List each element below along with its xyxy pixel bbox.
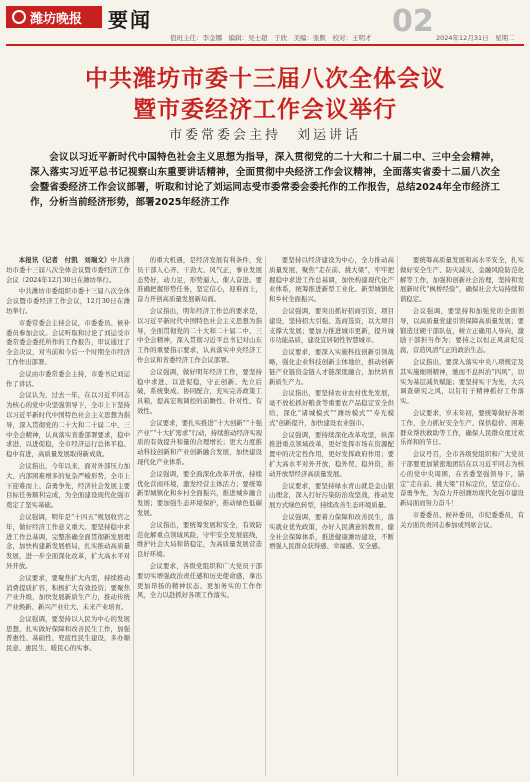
- newspaper-logo: [6, 6, 102, 28]
- article-paragraph: [6, 462, 130, 511]
- article-paragraph: [137, 307, 262, 366]
- paragraph-text: 的重大机遇，是经济发展有利条件，党员干部人心齐、干劲大、风气正，事业发展态势好，动力足，形势逼人、催人奋进。要准确把握形势任务，坚定信心，迎难而上，奋力开创高质量发展新局面。: [137, 256, 262, 304]
- headline-line-2: 暨市委经济工作会议举行: [133, 97, 397, 123]
- article-paragraph: [400, 307, 524, 356]
- article-paragraph: [6, 574, 130, 613]
- article-paragraph: [137, 521, 262, 560]
- article-column-2: [137, 256, 262, 776]
- lead-paragraph: 会议以习近平新时代中国特色社会主义思想为指导，深入贯彻党的二十大和二十届二中、三中全会精神，深入落实习近平总书记视察山东重要讲话精神，全面贯彻中央经济工作会议精神，全面落实省委十二届八次全会暨省委经济工作会议部署，听取和讨论了刘运同志受市委常委会委托作的工作报告，总结2024年全市经济工作，分析当前经济形势，部署2025年经济工作: [30, 152, 500, 208]
- column-divider: [265, 256, 266, 776]
- article-paragraph: [269, 307, 394, 346]
- article-paragraph: [269, 389, 394, 428]
- masthead-rule: [6, 44, 524, 46]
- article-paragraph: [6, 256, 130, 285]
- paragraph-text: 会议要求，要聚焦扩大内需，持续推动消费提质扩容，积极扩大有效投资；要聚焦产业升级，加快发展新质生产力，推动传统产业焕新、新兴产业壮大、未来产业培育。: [6, 573, 130, 612]
- article-paragraph: [137, 256, 262, 305]
- date-line: 2024年12月31日 星期二: [436, 34, 515, 42]
- page-number: 02: [392, 4, 434, 39]
- article-paragraph: [137, 470, 262, 519]
- paragraph-text: 会议强调，明年是“十四五”规划收官之年，做好经济工作意义重大。要坚持稳中求进工作总基调，完整准确全面贯彻新发展理念，加快构建新发展格局，扎实推动高质量发展，进一步全面深化改革，扩大高水平对外开放。: [6, 512, 130, 570]
- article-paragraph: [400, 358, 524, 407]
- headline-line-1: 中共潍坊市委十三届八次全体会议: [85, 66, 445, 92]
- paragraph-text: 会议强调，要坚持和加强党的全面领导，以高质量党建引领保障高质量发展；要锻造过硬干部队伍，树立正确用人导向，激励干部担当作为；要持之以恒正风肃纪反腐，营造风清气正的政治生态。: [400, 306, 524, 355]
- paragraph-text: 会议强调，要持续深化改革攻坚，纵深推进重点领域改革，更好发挥市场在资源配置中的决定性作用，更好发挥政府作用；要扩大高水平对外开放，稳外贸、稳外资，推动开放型经济高质量发展。: [269, 430, 394, 478]
- column-divider: [133, 256, 134, 776]
- column-divider: [397, 256, 398, 776]
- article-column-4: [400, 256, 524, 776]
- article-column-1: [6, 256, 130, 776]
- article-paragraph: [269, 513, 394, 552]
- paragraph-text: 要统筹高质量发展和高水平安全，扎实做好安全生产、防灾减灾、金融风险防范化解等工作，加强和创新社会治理，坚持和发展新时代“枫桥经验”，确保社会大局持续和谐稳定。: [400, 256, 524, 304]
- paragraph-text: 会议指出，要坚持农业农村优先发展，毫不放松抓好粮食等重要农产品稳定安全供给，深化“诸城模式”“潍坊模式”“寿光模式”创新提升，加快建设农业强市。: [269, 389, 394, 427]
- article-paragraph: [137, 419, 262, 468]
- article-paragraph: [137, 368, 262, 417]
- article-paragraph: [269, 348, 394, 387]
- masthead: [0, 0, 530, 52]
- article-paragraph: [6, 391, 130, 460]
- paragraph-text: 会议认为，过去一年，在以习近平同志为核心的党中央坚强领导下，全市上下坚持以习近平新时代中国特色社会主义思想为指导，深入贯彻党的二十大和二十届二中、三中全会精神，认真落实省委部署要求，稳中求进、以进促稳，全市经济运行总体平稳、稳中有进，高质量发展取得新成效。: [6, 391, 130, 459]
- paragraph-text: 中共潍坊市委组织市委十三届八次全体会议暨市委经济工作会议，12月30日在潍坊举行。: [6, 287, 130, 315]
- paragraph-text: 会议指出，要深入落实中央八项规定及其实施细则精神，驰而不息纠治“四风”，切实为基层减负赋能；要坚持实干为先，大兴调查研究之风，以钉钉子精神抓好工作落实。: [400, 357, 524, 406]
- article-paragraph: [6, 615, 130, 654]
- paragraph-text: 会议强调，要突出抓好招商引资、项目建设，坚持招大引强、选商选资，以大项目支撑大发展；要加力推进城市更新，提升城市功能品质，建设宜居韧性智慧城市。: [269, 306, 394, 345]
- article-paragraph: [400, 409, 524, 448]
- paragraph-text: 会议强调，做好明年经济工作，要坚持稳中求进、以进促稳，守正创新、先立后破，系统集成、协同配合，充实完善政策工具箱，提高宏观调控的前瞻性、针对性、有效性。: [137, 367, 262, 415]
- paragraph-text: 要坚持以经济建设为中心，全力推动高质量发展，聚焦“走在前、挑大梁”，牢牢把握稳中求进工作总基调，加快构建现代化产业体系，统筹推进新型工业化、新型城镇化和乡村全面振兴。: [269, 256, 394, 304]
- paragraph-text: 会议由市委常委会主持，市委书记刘运作了讲话。: [6, 369, 130, 388]
- paragraph-text: 会议要求，要扎实推进“十大创新”“十强产业”“十大扩需求”行动，持续推动经济实现质的有效提升和量的合理增长；更大力度推动科技创新和产业创新融合发展，加快建设现代化产业体系。: [137, 418, 262, 466]
- byline: 本报讯（记者 付凯 刘瑞文）: [18, 256, 111, 264]
- paragraph-text: 会议指出，明年经济工作总的要求是，以习近平新时代中国特色社会主义思想为指导，全面贯彻党的二十大和二十届二中、三中全会精神，深入贯彻习近平总书记对山东工作的重要指示要求，认真落实中央经济工作会议和省委经济工作会议部署。: [137, 306, 262, 364]
- section-title: 要闻: [108, 8, 152, 32]
- paragraph-text: 市委委员、候补委员，市纪委委员，有关方面负责同志参加或列席会议。: [400, 510, 524, 529]
- article-paragraph: [400, 450, 524, 509]
- paragraph-text: 会议强调，要全面深化改革开放，持续优化营商环境，激发经营主体活力；要统筹新型城镇化和乡村全面振兴，推进城乡融合发展；要加强生态环境保护，推动绿色低碳发展。: [137, 469, 262, 517]
- article-paragraph: [6, 319, 130, 368]
- paragraph-text: 会议要求，岁末年初，要统筹做好各项工作，全力抓好安全生产、保供稳价、困难群众帮扶救助等工作，确保人民群众度过欢乐祥和的节日。: [400, 408, 524, 447]
- paragraph-text: 会议强调，要着力保障和改善民生，落实就业优先政策，办好人民满意的教育，健全社会保障体系，推进健康潍坊建设，不断增强人民群众获得感、幸福感、安全感。: [269, 512, 394, 551]
- paragraph-text: 会议要求，要深入实施科技创新引领战略，强化企业科技创新主体地位，推动创新链产业链资金链人才链深度融合，加快培育新质生产力。: [269, 348, 394, 386]
- staff-line: 值班主任：李金娜 编辑：吴士超 于欣 美编：张默 校对：王明才: [170, 34, 372, 42]
- article-paragraph: [6, 287, 130, 316]
- logo-mark-icon: [12, 10, 26, 24]
- paragraph-text: 会议指出，今年以来，面对外部压力加大、内部困难增多的复杂严峻形势，全市上下迎难而上、奋勇争先，经济社会发展主要目标任务顺利完成，为全面建设现代化强市奠定了坚实基础。: [6, 461, 130, 510]
- article-paragraph: [400, 511, 524, 531]
- paragraph-text: 会议要求，各级党组织和广大党员干部要切实增强政治责任感和历史使命感，拿出更加昂扬的精神状态、更加务实的工作作风，全力以赴抓好各项工作落实。: [137, 561, 262, 600]
- paragraph-text: 会议要求，要坚持绿水青山就是金山银山理念，深入打好污染防治攻坚战，推动发展方式绿色转型，持续改善生态环境质量。: [269, 481, 394, 510]
- article-paragraph: [269, 431, 394, 480]
- article-column-3: [269, 256, 394, 776]
- paragraph-text: 市委常委会主持会议，市委委员、候补委员参加会议。会议听取和讨论了刘运受市委常委会委托所作的工作报告，审议通过了全会决议，对当前和今后一个时期全市经济工作作出部署。: [6, 318, 130, 366]
- paragraph-text: 会议指出，要统筹发展和安全，有效防范化解重点领域风险，守牢安全发展底线，维护社会大局和谐稳定，为高质量发展营造良好环境。: [137, 520, 262, 559]
- paragraph-text: 会议强调，要坚持以人民为中心的发展思想，扎实做好保障和改善民生工作，加强普惠性、基础性、兜底性民生建设，多办顺民意、惠民生、暖民心的实事。: [6, 614, 130, 653]
- article-paragraph: [400, 256, 524, 305]
- paragraph-text: 中共潍坊市委十三届八次全体会议暨市委经济工作会议（2024年12月30日在潍坊举行。: [6, 256, 130, 284]
- article-paragraph: [137, 562, 262, 601]
- paragraph-text: 会议号召，全市各级党组织和广大党员干部要更加紧密地团结在以习近平同志为核心的党中央周围，在省委坚强领导下，锚定“走在前、挑大梁”目标定位，坚定信心、奋勇争先，为奋力开创潍坊现代化强市建设新局面而努力奋斗！: [400, 450, 524, 508]
- article-paragraph: [269, 482, 394, 511]
- article-paragraph: [6, 513, 130, 572]
- subheadline: 市委常委会主持 刘运讲话: [168, 128, 361, 143]
- article-paragraph: [6, 370, 130, 390]
- logo-text: 潍坊晚报: [30, 11, 83, 27]
- article-paragraph: [269, 256, 394, 305]
